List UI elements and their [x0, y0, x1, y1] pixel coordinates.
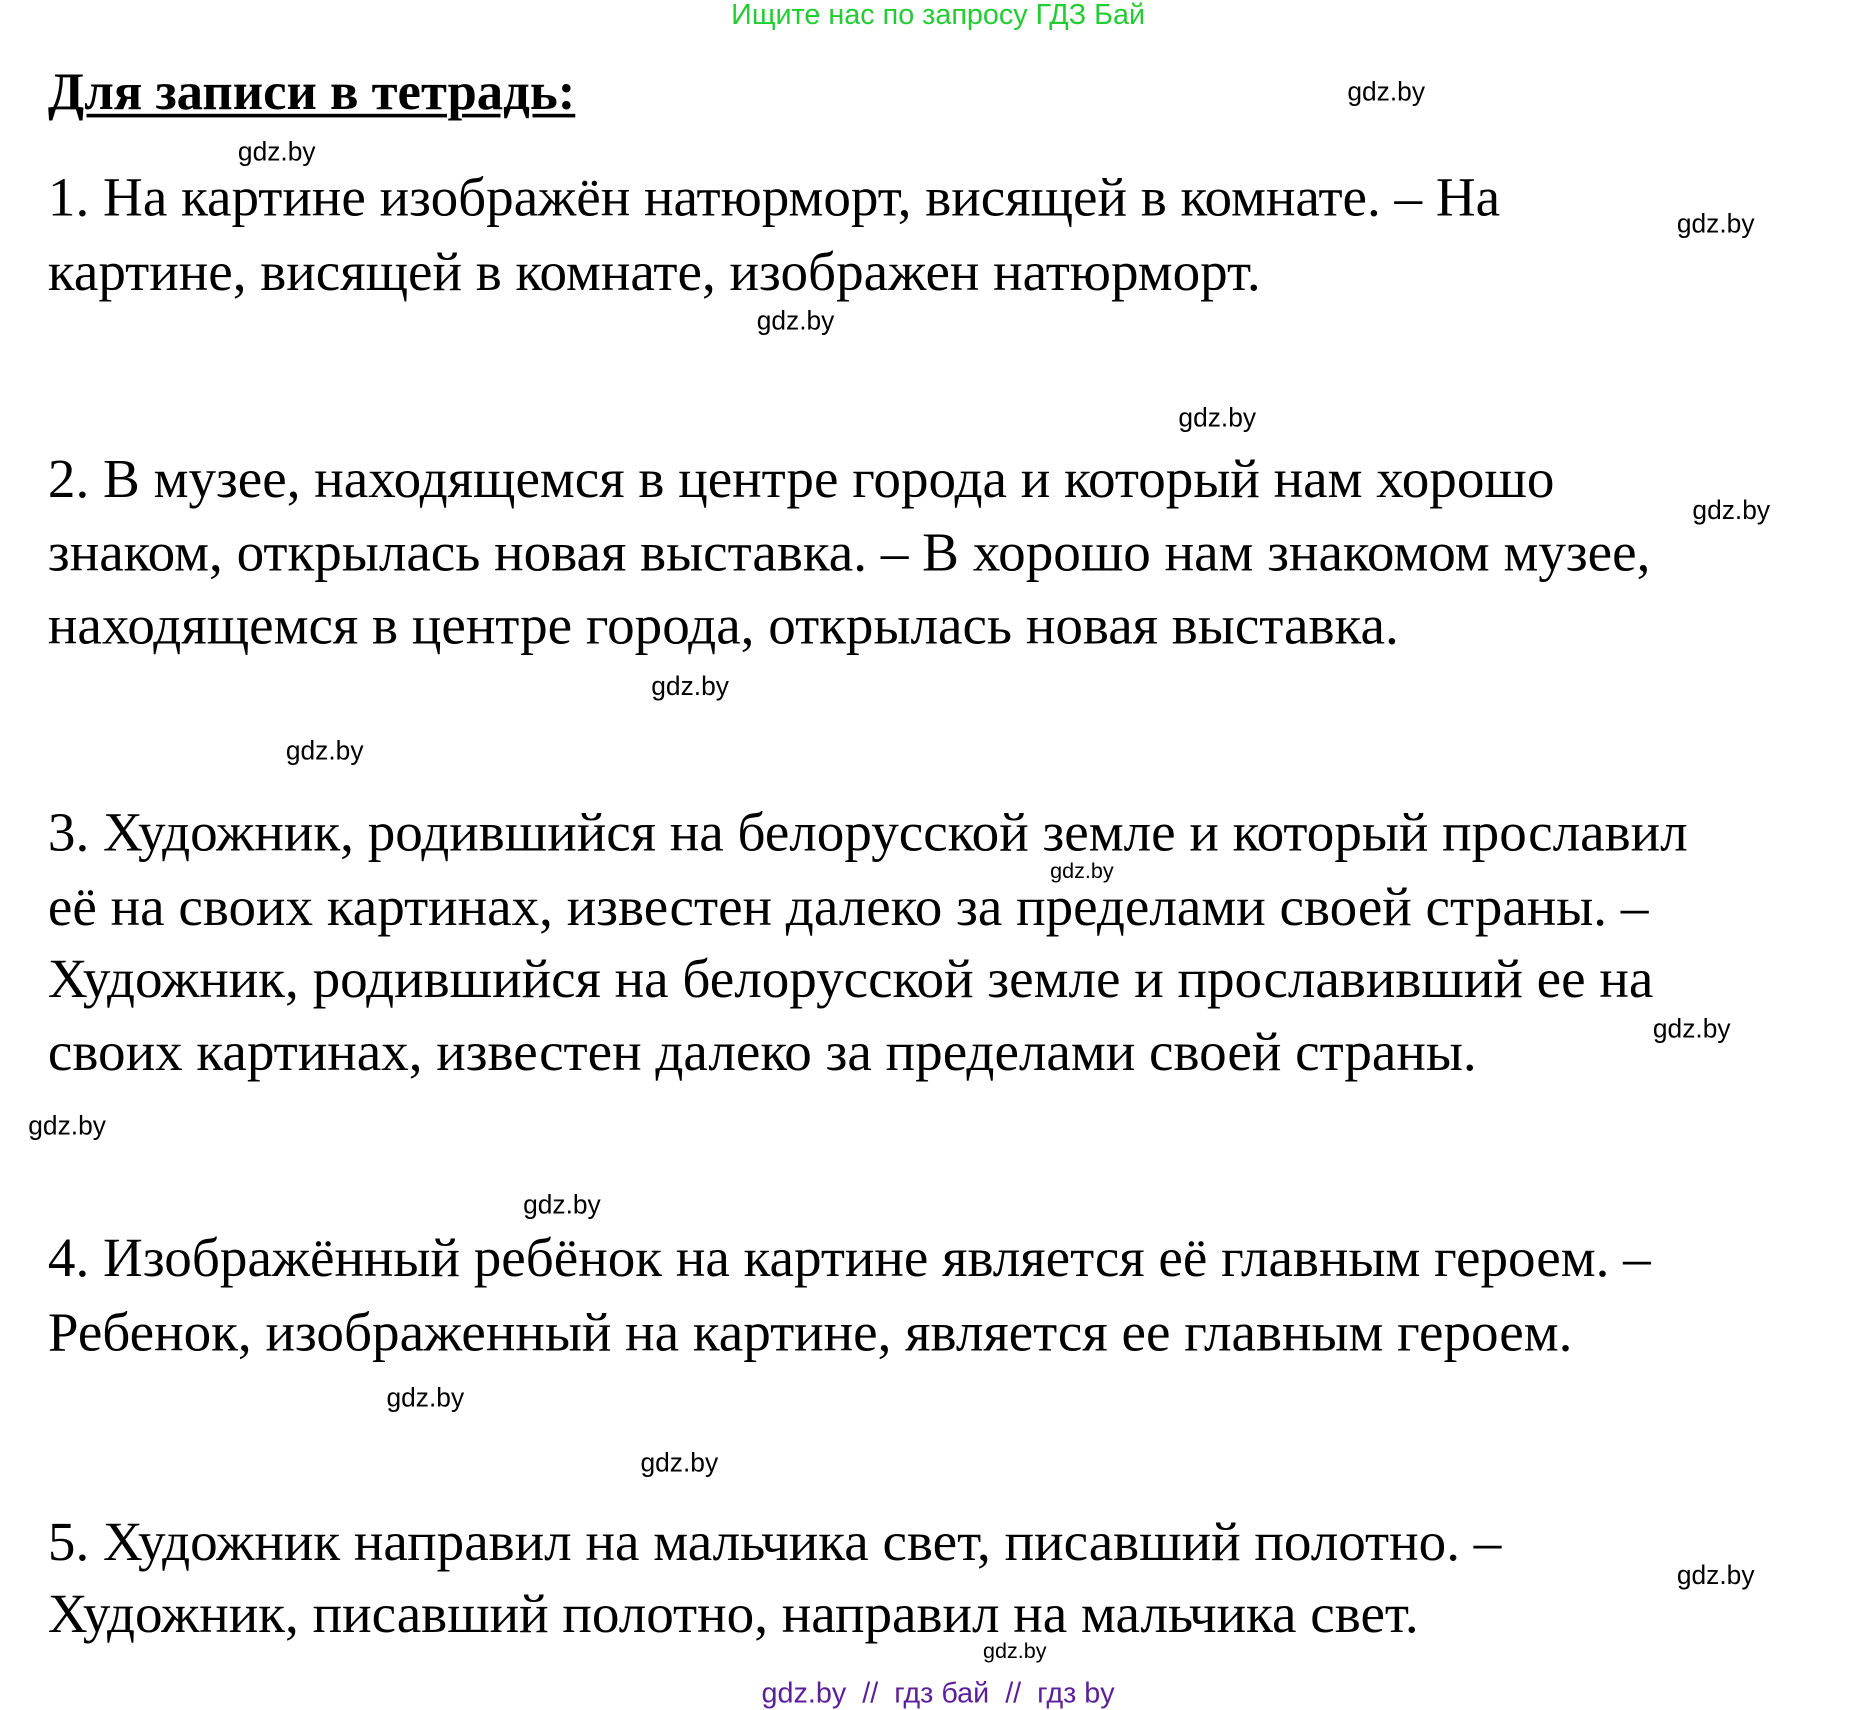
watermark: gdz.by: [756, 305, 835, 336]
watermark: gdz.by: [1676, 1559, 1755, 1590]
item-5-line-2: Художник, писавший полотно, направил на мальчика свет.: [47, 1582, 1419, 1644]
item-3-line-3: Художник, родившийся на белорусской земле и прославивший ее на: [47, 947, 1654, 1009]
watermark: gdz.by: [1676, 208, 1755, 239]
item-4-line-1: 4. Изображённый ребёнок на картине является её главным героем. –: [47, 1226, 1651, 1288]
footer-banner: gdz.by // гдз бай // гдз by: [761, 1677, 1115, 1710]
watermark: gdz.by: [28, 1110, 106, 1141]
watermark: gdz.by: [983, 1639, 1047, 1663]
watermark: gdz.by: [386, 1382, 465, 1413]
item-2-line-3: находящемся в центре города, открылась новая выставка.: [47, 594, 1399, 656]
item-1-line-2: картине, висящей в комнате, изображен натюрморт.: [47, 240, 1261, 302]
watermark: gdz.by: [640, 1447, 719, 1478]
item-4-line-2: Ребенок, изображенный на картине, является ее главным героем.: [47, 1301, 1573, 1363]
watermark: gdz.by: [523, 1189, 601, 1220]
item-3-line-4: своих картинах, известен далеко за пределами своей страны.: [47, 1020, 1477, 1082]
watermark: gdz.by: [651, 670, 729, 701]
watermark: gdz.by: [285, 735, 364, 766]
watermark: gdz.by: [1692, 494, 1771, 525]
item-5-line-1: 5. Художник направил на мальчика свет, писавший полотно. –: [47, 1510, 1502, 1572]
watermark: gdz.by: [1050, 859, 1114, 883]
item-3-line-2: её на своих картинах, известен далеко за пределами своей страны. –: [47, 875, 1649, 937]
watermark: gdz.by: [1347, 76, 1426, 107]
item-2-line-1: 2. В музее, находящемся в центре города и который нам хорошо: [47, 448, 1555, 510]
watermark: gdz.by: [1178, 402, 1257, 433]
page-title: Для записи в тетрадь:: [47, 62, 576, 122]
item-1-line-1: 1. На картине изображён натюрморт, висящей в комнате. – На: [47, 166, 1501, 228]
header-banner: Ищите нас по запросу ГДЗ Бай: [731, 0, 1146, 32]
item-2-line-2: знаком, открылась новая выставка. – В хорошо нам знакомом музее,: [47, 521, 1651, 583]
watermark: gdz.by: [237, 136, 316, 167]
item-3-line-1: 3. Художник, родившийся на белорусской земле и который прославил: [47, 801, 1688, 863]
watermark: gdz.by: [1652, 1013, 1731, 1044]
